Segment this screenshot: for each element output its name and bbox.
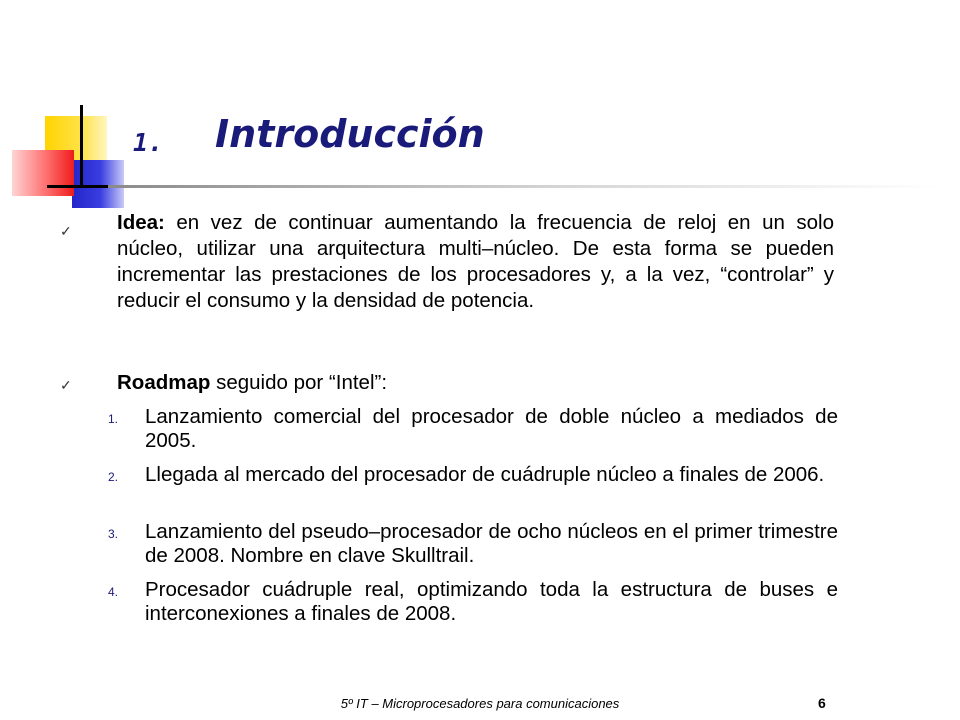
decor-red-square bbox=[12, 150, 74, 196]
bullet-roadmap-text: seguido por “Intel”: bbox=[210, 371, 388, 394]
bullet-idea-label: Idea: bbox=[117, 211, 165, 234]
bullet-roadmap bbox=[117, 370, 834, 396]
roadmap-item-number: 2. bbox=[108, 470, 119, 484]
checkmark-icon: ✓ bbox=[60, 377, 72, 393]
roadmap-item-text: Llegada al mercado del procesador de cuádruple núcleo a finales de 2006. bbox=[145, 463, 825, 486]
decor-vertical-line bbox=[80, 105, 83, 187]
roadmap-item-text: Procesador cuádruple real, optimizando toda la estructura de buses e interconexiones a finales de 2008. bbox=[145, 578, 838, 625]
bullet-roadmap-label: Roadmap bbox=[117, 371, 211, 394]
title-number: 1. bbox=[133, 128, 164, 157]
page-number: 6 bbox=[818, 695, 826, 711]
roadmap-item-text: Lanzamiento comercial del procesador de doble núcleo a mediados de 2005. bbox=[145, 405, 838, 452]
checkmark-icon: ✓ bbox=[60, 223, 72, 239]
page-title: Introducción bbox=[215, 112, 485, 156]
roadmap-item-text: Lanzamiento del pseudo–procesador de ocho núcleos en el primer trimestre de 2008. Nombre en clave Skulltrail. bbox=[145, 520, 838, 567]
roadmap-item-number: 4. bbox=[108, 585, 119, 599]
roadmap-item-number: 3. bbox=[108, 527, 119, 541]
title-underline bbox=[108, 185, 940, 188]
roadmap-item-number: 1. bbox=[108, 412, 119, 426]
decor-horizontal-line bbox=[47, 185, 109, 188]
footer-text: 5º IT – Microprocesadores para comunicaciones bbox=[340, 696, 620, 711]
bullet-idea-text: en vez de continuar aumentando la frecuencia de reloj en un solo núcleo, utilizar una arquitectura multi–núcleo. De esta forma se pueden incrementar las prestaciones de los procesadores y, a la vez, “controlar” y reducir el consumo y la densidad de potencia. bbox=[117, 211, 834, 312]
bullet-idea bbox=[117, 210, 834, 314]
